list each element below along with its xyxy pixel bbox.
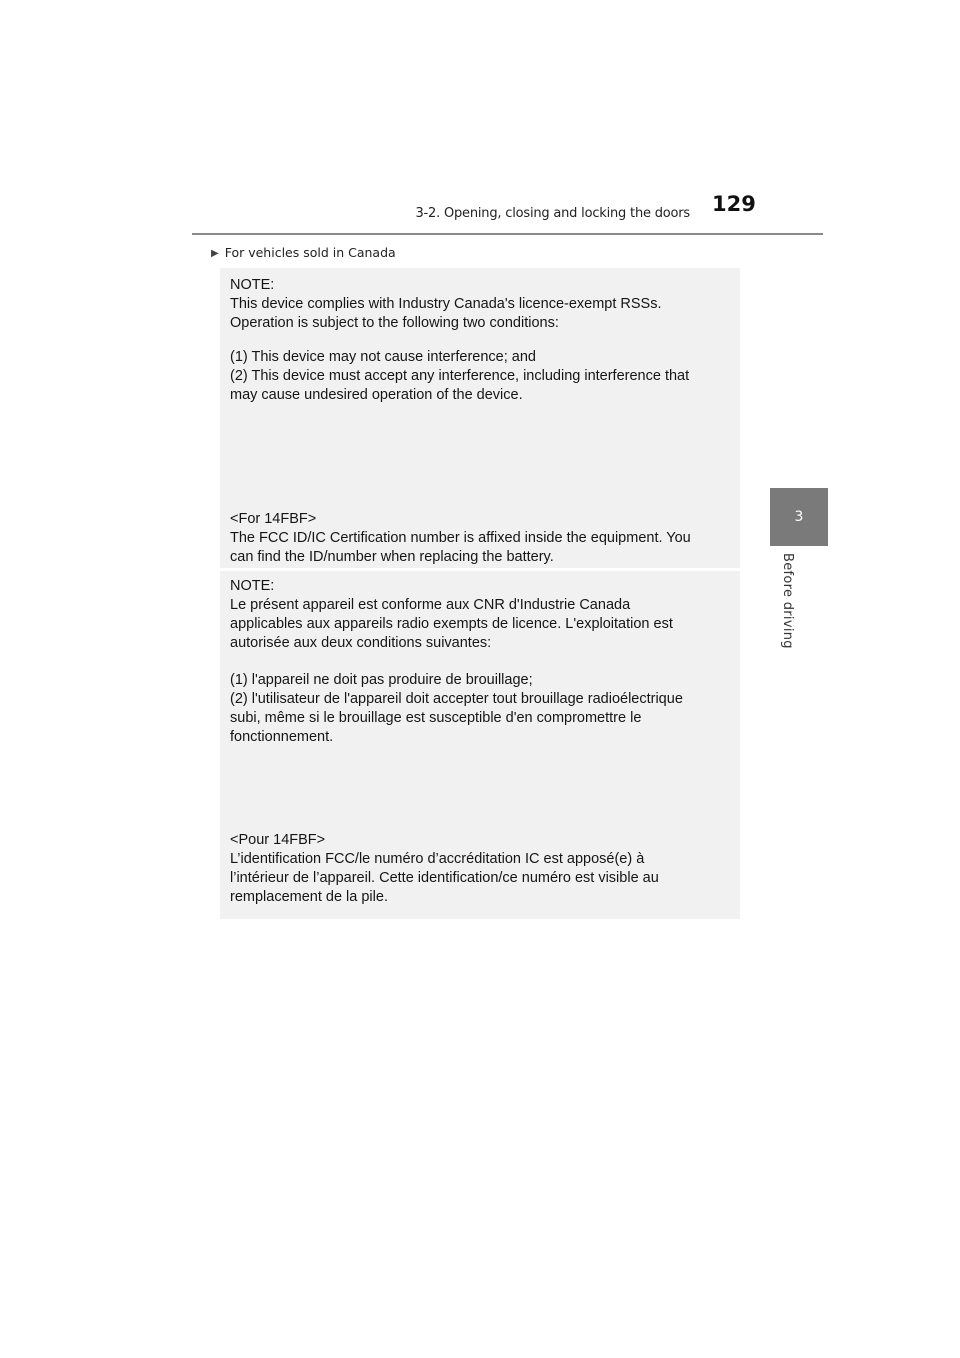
page-number: 129 [712, 192, 756, 216]
condition-line: (2) This device must accept any interference, including interference that [230, 368, 690, 384]
note-title: NOTE: [230, 277, 275, 293]
section-title: 3-2. Opening, closing and locking the doors [415, 206, 690, 221]
note-title: NOTE: [230, 578, 275, 594]
english-conditions [230, 348, 689, 405]
certification-line: l’intérieur de l’appareil. Cette identification/ce numéro est visible au [230, 870, 659, 886]
header-divider [192, 233, 823, 235]
statement-line: This device complies with Industry Canada's licence-exempt RSSs. [230, 296, 662, 312]
french-conditions [230, 671, 683, 747]
condition-line: may cause undesired operation of the device. [230, 387, 523, 403]
certification-line: The FCC ID/IC Certification number is affixed inside the equipment. You [230, 530, 691, 546]
condition-line: subi, même si le brouillage est susceptible d'en compromettre le [230, 710, 642, 726]
bullet-text: For vehicles sold in Canada [224, 245, 396, 260]
english-certification [230, 510, 691, 567]
french-note-block [230, 577, 673, 653]
certification-line: L’identification FCC/le numéro d’accréditation IC est apposé(e) à [230, 851, 645, 867]
arrow-bullet-icon: ▶ [211, 248, 219, 259]
model-label: <Pour 14FBF> [230, 832, 326, 848]
statement-line: Operation is subject to the following two conditions: [230, 315, 559, 331]
condition-line: fonctionnement. [230, 729, 334, 745]
condition-line: (1) This device may not cause interference; and [230, 349, 537, 365]
english-notice [220, 268, 740, 568]
condition-line: (2) l'utilisateur de l'appareil doit accepter tout brouillage radioélectrique [230, 691, 683, 707]
condition-line: (1) l'appareil ne doit pas produire de brouillage; [230, 672, 533, 688]
bullet-item [211, 245, 396, 260]
certification-line: can find the ID/number when replacing the battery. [230, 549, 554, 565]
statement-line: Le présent appareil est conforme aux CNR d'Industrie Canada [230, 597, 631, 613]
chapter-title: Before driving [780, 553, 795, 649]
english-note-block [230, 276, 662, 333]
statement-line: autorisée aux deux conditions suivantes: [230, 635, 492, 651]
certification-line: remplacement de la pile. [230, 889, 388, 905]
chapter-number: 3 [794, 509, 804, 525]
model-label: <For 14FBF> [230, 511, 317, 527]
statement-line: applicables aux appareils radio exempts de licence. L'exploitation est [230, 616, 673, 632]
chapter-tab [770, 488, 828, 546]
french-certification [230, 831, 659, 907]
french-notice [220, 571, 740, 919]
